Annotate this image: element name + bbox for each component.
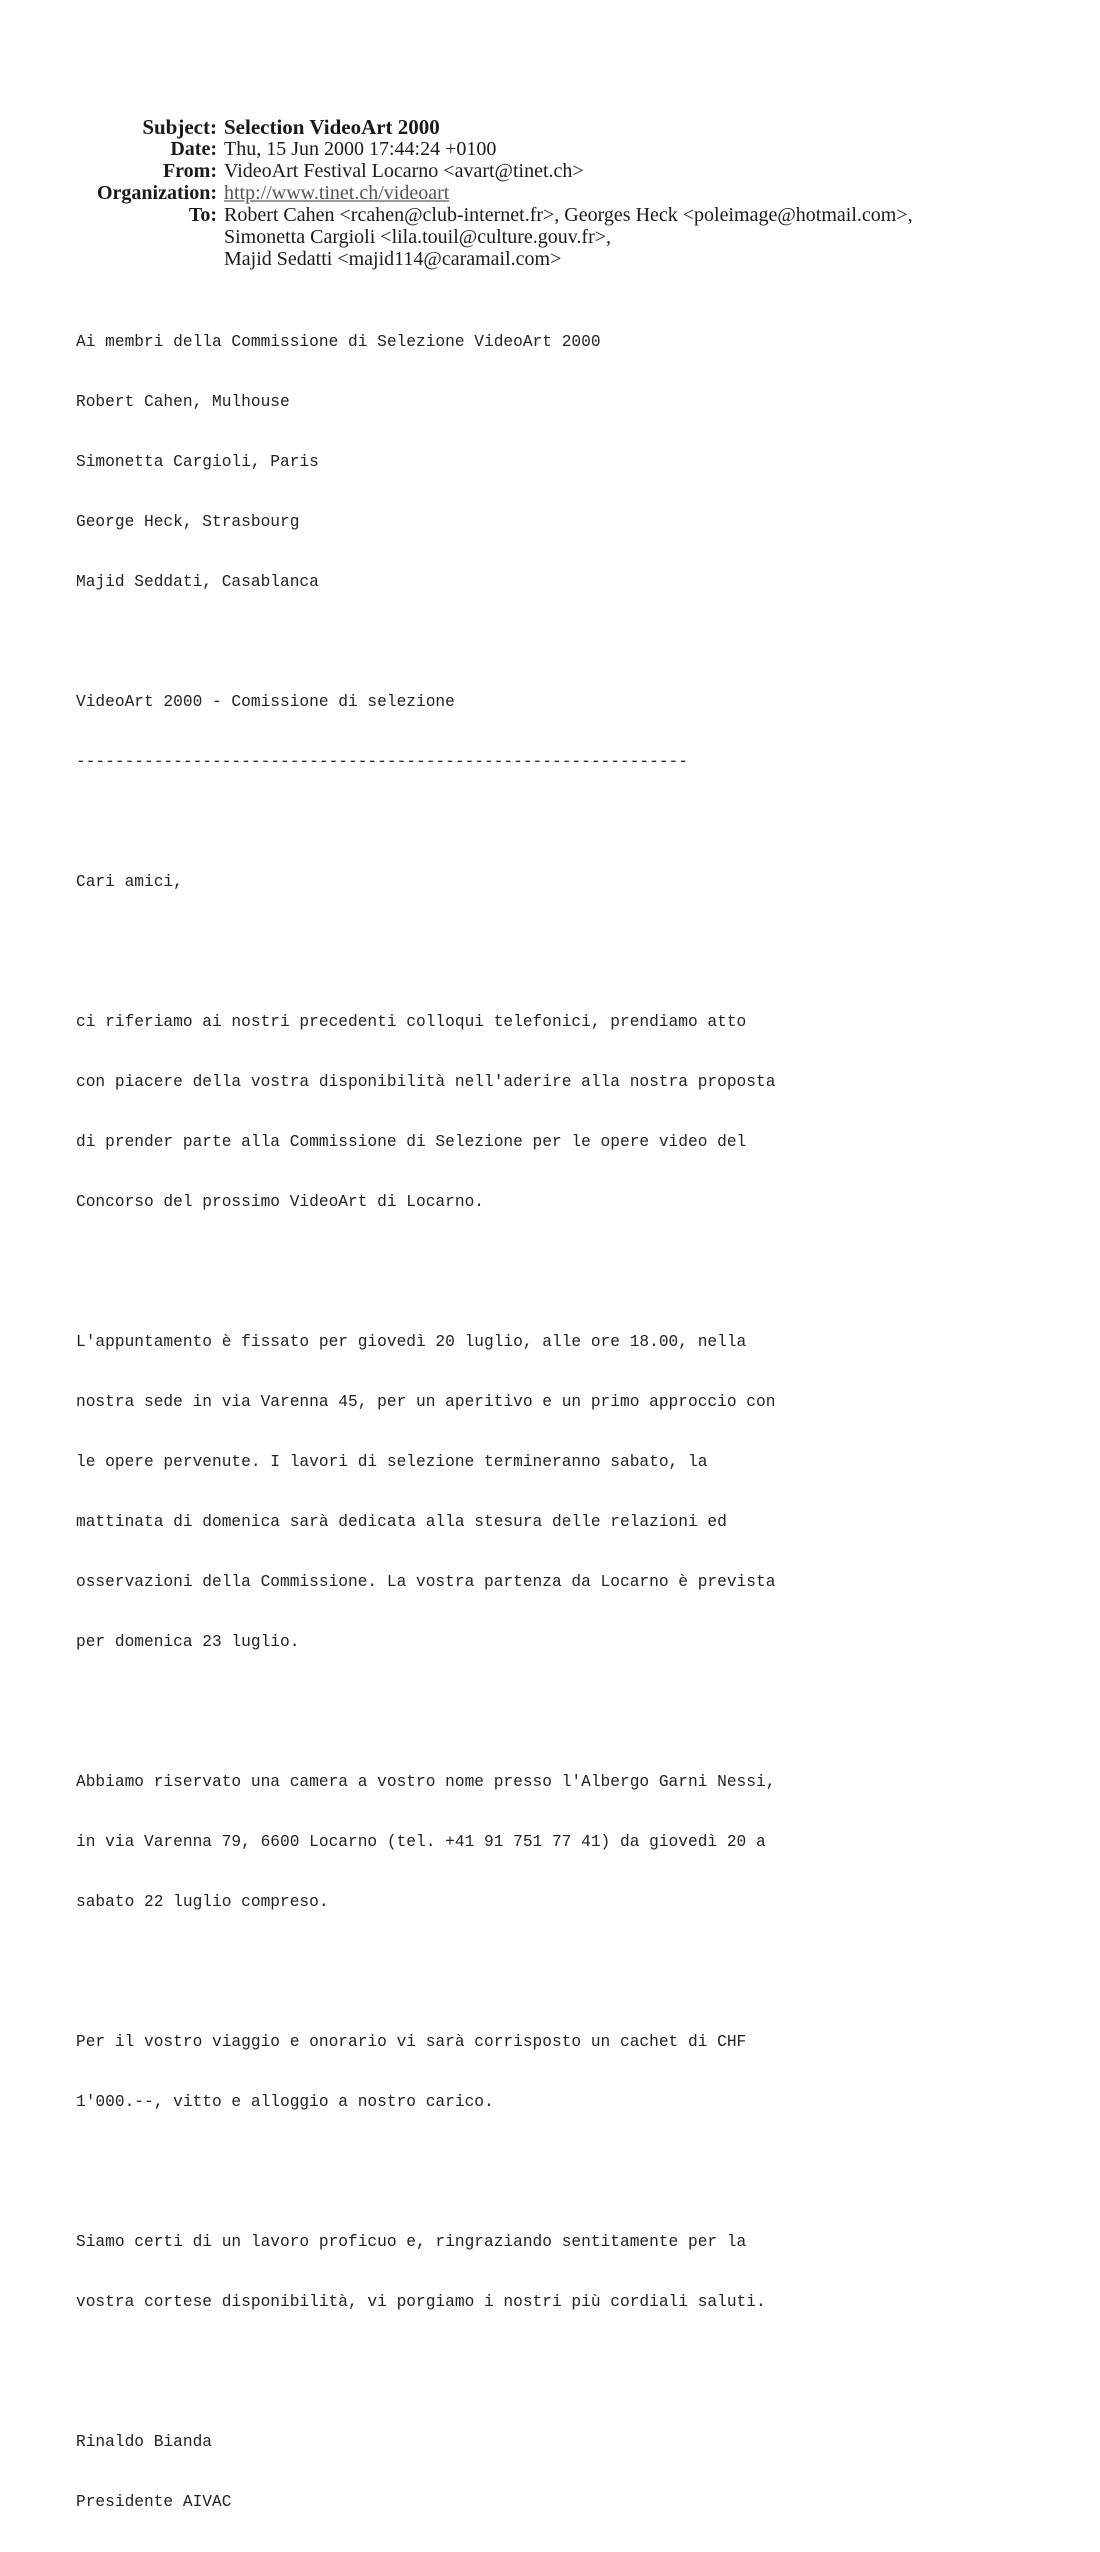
to-line: Robert Cahen <rcahen@club-internet.fr>, Georges Heck <poleimage@hotmail.com>, — [224, 204, 913, 226]
organization-link[interactable]: http://www.tinet.ch/videoart — [224, 182, 450, 204]
organization-row — [76, 182, 913, 204]
date-value: Thu, 15 Jun 2000 17:44:24 +0100 — [224, 138, 497, 160]
paragraph-line: in via Varenna 79, 6600 Locarno (tel. +41 91 751 77 41) da giovedì 20 a — [76, 1833, 766, 1851]
paragraph-line: di prender parte alla Commissione di Selezione per le opere video del — [76, 1133, 747, 1151]
recipient-line: Robert Cahen, Mulhouse — [76, 393, 290, 411]
paragraph-line: nostra sede in via Varenna 45, per un aperitivo e un primo approccio con — [76, 1393, 776, 1411]
recipient-line: Ai membri della Commissione di Selezione VideoArt 2000 — [76, 333, 601, 351]
paragraph-line: sabato 22 luglio compreso. — [76, 1893, 329, 1911]
paragraph-line: Abbiamo riservato una camera a vostro nome presso l'Albergo Garni Nessi, — [76, 1773, 776, 1791]
paragraph-line: L'appuntamento è fissato per giovedì 20 luglio, alle ore 18.00, nella — [76, 1333, 747, 1351]
paragraph-line: Concorso del prossimo VideoArt di Locarno. — [76, 1193, 484, 1211]
email-header — [76, 116, 913, 270]
to-line: Simonetta Cargioli <lila.touil@culture.gouv.fr>, — [224, 226, 612, 248]
from-value: VideoArt Festival Locarno <avart@tinet.ch> — [224, 160, 584, 182]
subject-label: Subject: — [142, 115, 217, 139]
paragraph-line: con piacere della vostra disponibilità nell'aderire alla nostra proposta — [76, 1073, 776, 1091]
to-row — [76, 204, 913, 226]
to-label: To: — [188, 204, 217, 226]
recipient-line: Simonetta Cargioli, Paris — [76, 453, 319, 471]
separator-line: --------------------------------------------------------------- — [76, 753, 688, 771]
paragraph-line: per domenica 23 luglio. — [76, 1633, 300, 1651]
paragraph-line: ci riferiamo ai nostri precedenti colloqui telefonici, prendiamo atto — [76, 1013, 747, 1031]
paragraph-line: Per il vostro viaggio e onorario vi sarà corrisposto un cachet di CHF — [76, 2033, 747, 2051]
subject-value: Selection VideoArt 2000 — [224, 115, 440, 139]
paragraph-line: le opere pervenute. I lavori di selezione termineranno sabato, la — [76, 1453, 708, 1471]
organization-label: Organization: — [97, 182, 217, 204]
recipient-line: George Heck, Strasbourg — [76, 513, 300, 531]
date-label: Date: — [170, 138, 217, 160]
paragraph-line: Siamo certi di un lavoro proficuo e, ringraziando sentitamente per la — [76, 2233, 747, 2251]
recipient-line: Majid Seddati, Casablanca — [76, 573, 319, 591]
paragraph-line: vostra cortese disponibilità, vi porgiamo i nostri più cordiali saluti. — [76, 2293, 766, 2311]
paragraph-line: 1'000.--, vitto e alloggio a nostro carico. — [76, 2093, 494, 2111]
to-line: Majid Sedatti <majid114@caramail.com> — [224, 248, 562, 270]
date-row — [76, 138, 913, 160]
signature-name: Rinaldo Bianda — [76, 2433, 212, 2451]
greeting: Cari amici, — [76, 873, 183, 891]
email-body — [76, 292, 775, 2552]
from-row — [76, 160, 913, 182]
paragraph-line: mattinata di domenica sarà dedicata alla stesura delle relazioni ed — [76, 1513, 727, 1531]
body-title: VideoArt 2000 - Comissione di selezione — [76, 693, 455, 711]
paragraph-line: osservazioni della Commissione. La vostra partenza da Locarno è prevista — [76, 1573, 776, 1591]
from-label: From: — [162, 160, 217, 182]
signature-title: Presidente AIVAC — [76, 2493, 232, 2511]
subject-row — [76, 116, 913, 138]
